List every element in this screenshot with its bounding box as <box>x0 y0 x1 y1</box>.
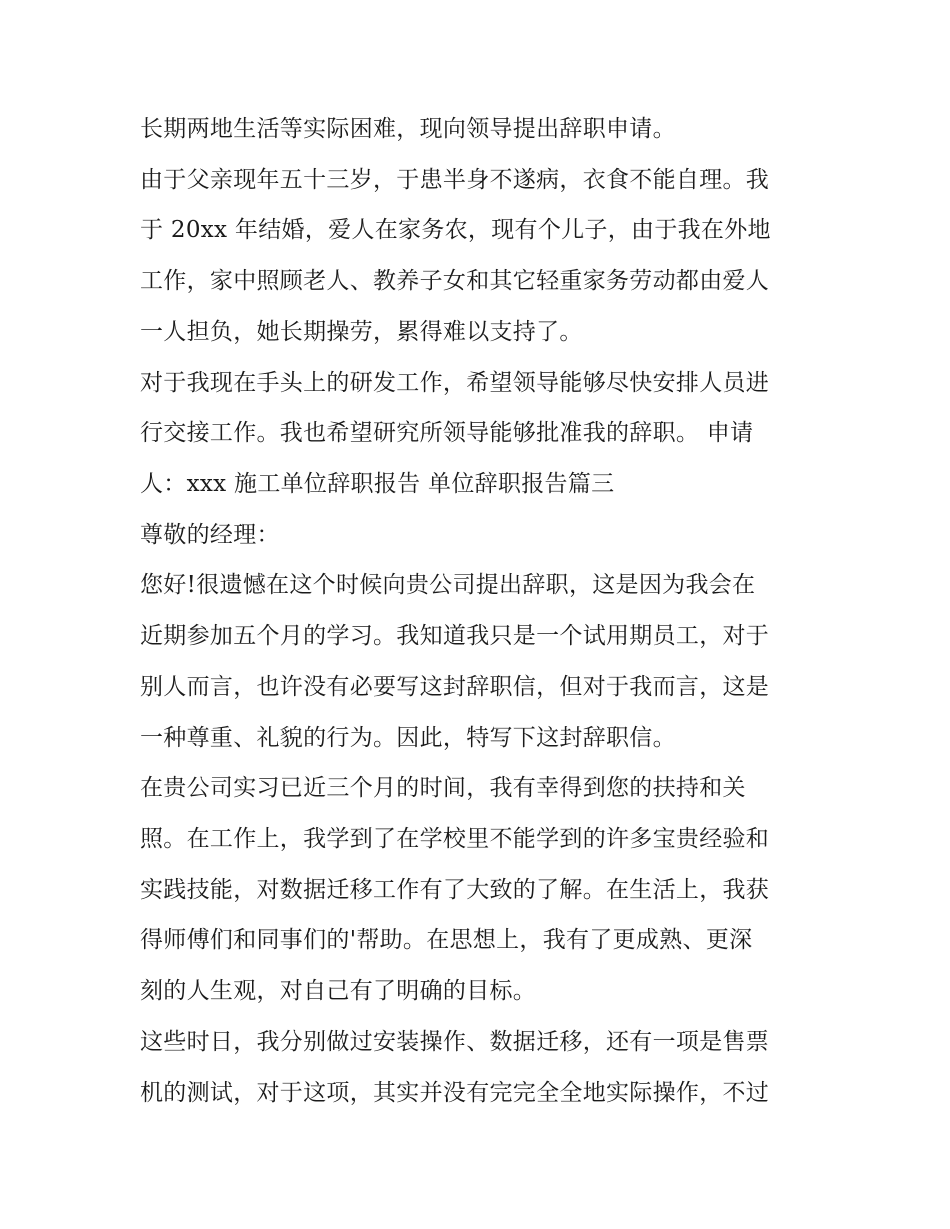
text-line: 于 20xx 年结婚，爱人在家务农，现有个儿子，由于我在外地 <box>140 217 771 243</box>
text-line: 在贵公司实习已近三个月的时间，我有幸得到您的扶持和关 <box>140 775 746 801</box>
text-line: 人：xxx 施工单位辞职报告 单位辞职报告篇三 <box>140 471 615 497</box>
text-line: 尊敬的经理： <box>140 522 280 548</box>
text-line: 刻的人生观，对自己有了明确的目标。 <box>140 978 537 1004</box>
text-line: 近期参加五个月的学习。我知道我只是一个试用期员工，对于 <box>140 623 770 649</box>
text-line: 一人担负，她长期操劳，累得难以支持了。 <box>140 319 583 345</box>
text-line: 工作，家中照顾老人、教养子女和其它轻重家务劳动都由爱人 <box>140 268 770 294</box>
text-line: 对于我现在手头上的研发工作，希望领导能够尽快安排人员进 <box>140 370 770 396</box>
text-line: 由于父亲现年五十三岁，于患半身不遂病，衣食不能自理。我 <box>140 167 770 193</box>
text-line: 机的测试，对于这项，其实并没有完完全全地实际操作，不过 <box>140 1080 770 1106</box>
text-line: 行交接工作。我也希望研究所领导能够批准我的辞职。 申请 <box>140 420 754 446</box>
text-line: 这些时日，我分别做过安装操作、数据迁移，还有一项是售票 <box>140 1029 770 1055</box>
text-line: 一种尊重、礼貌的行为。因此，特写下这封辞职信。 <box>140 725 676 751</box>
text-line: 长期两地生活等实际困难，现向领导提出辞职申请。 <box>140 116 676 142</box>
text-line: 别人而言，也许没有必要写这封辞职信，但对于我而言，这是 <box>140 674 770 700</box>
text-line: 得师傅们和同事们的'帮助。在思想上，我有了更成熟、更深 <box>140 927 753 953</box>
text-line: 实践技能，对数据迁移工作有了大致的了解。在生活上，我获 <box>140 877 770 903</box>
text-line: 您好!很遗憾在这个时候向贵公司提出辞职，这是因为我会在 <box>140 572 756 598</box>
text-line: 照。在工作上，我学到了在学校里不能学到的许多宝贵经验和 <box>140 826 770 852</box>
